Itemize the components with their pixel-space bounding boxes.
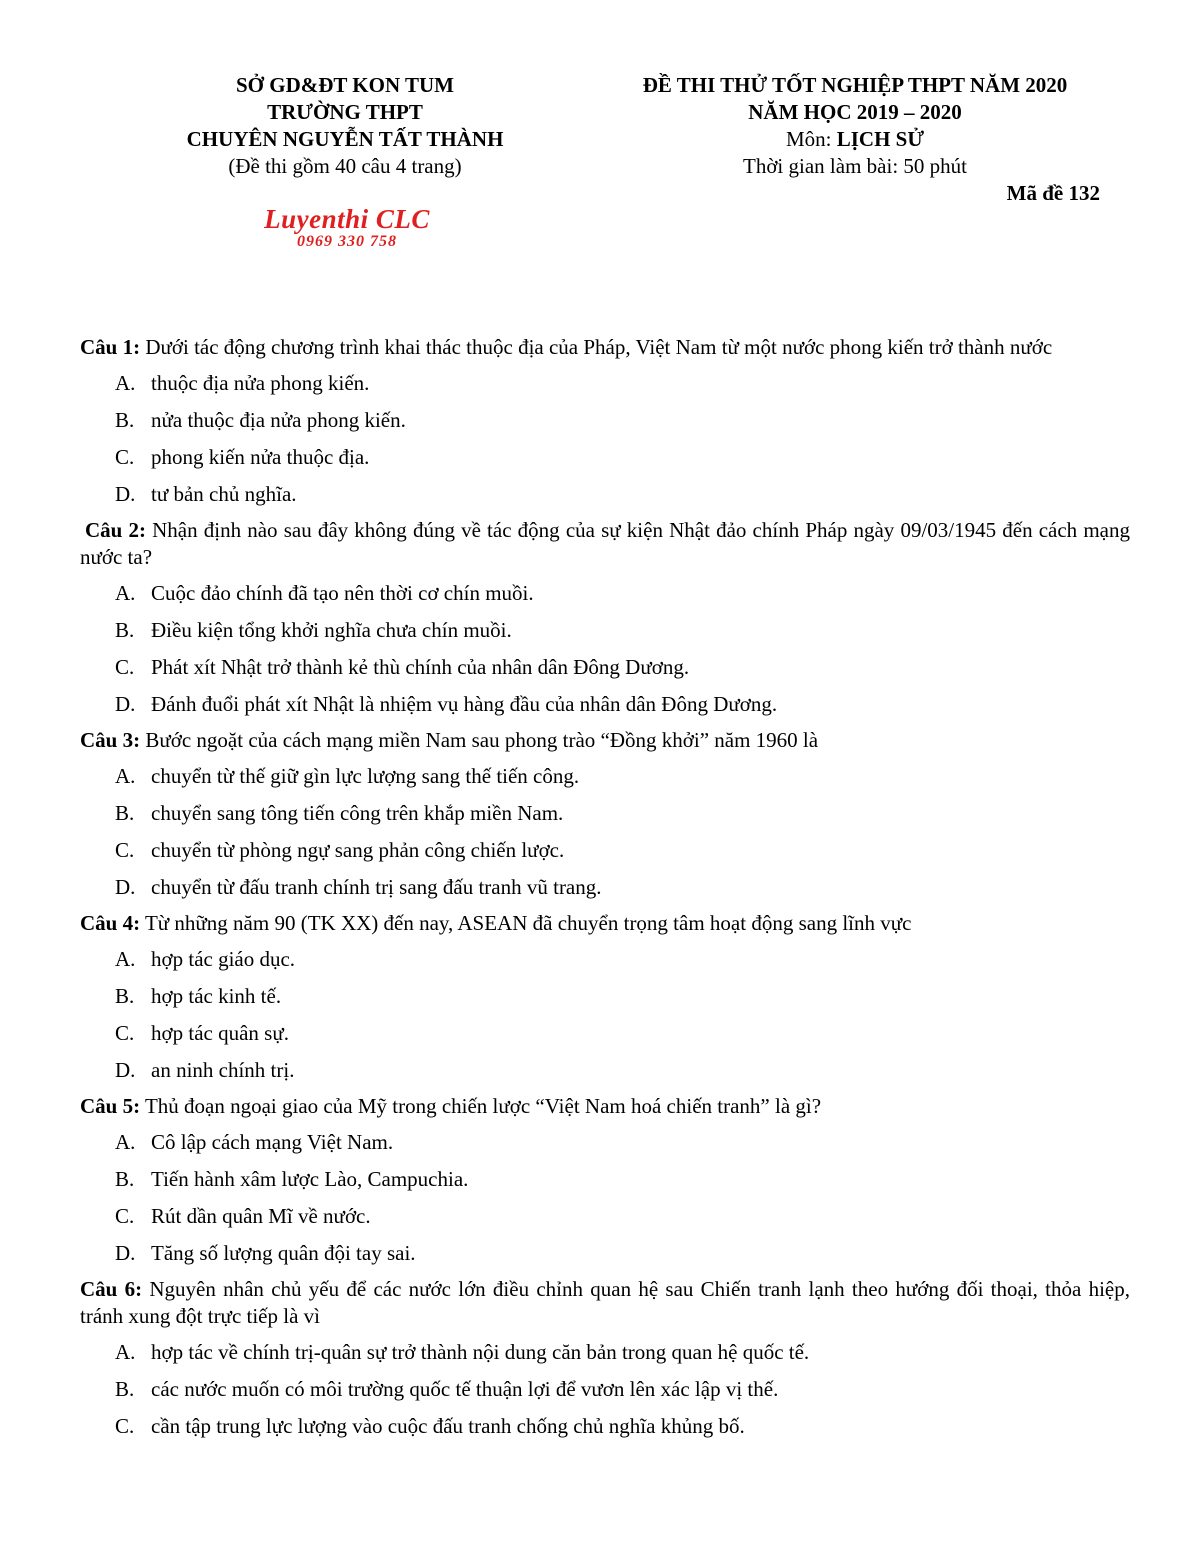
question-label: Câu 1: xyxy=(80,335,141,359)
option-letter: C. xyxy=(115,1204,135,1228)
question-label: Câu 6: xyxy=(80,1277,143,1301)
answer-option xyxy=(80,1015,1130,1052)
option-letter: B. xyxy=(115,1167,135,1191)
question-list xyxy=(80,334,1130,1449)
question-text: Nhận định nào sau đây không đúng về tác động của sự kiện Nhật đảo chính Pháp ngày 09/03/1945 đến cách mạng nước ta? xyxy=(80,518,1130,569)
question-item xyxy=(80,910,1130,1089)
option-letter: C. xyxy=(115,445,135,469)
option-letter: C. xyxy=(115,1021,135,1045)
option-text: thuộc địa nửa phong kiến. xyxy=(151,371,370,395)
option-text: tư bản chủ nghĩa. xyxy=(151,482,297,506)
option-text: hợp tác kinh tế. xyxy=(151,984,282,1008)
question-stem xyxy=(80,1093,1130,1120)
option-letter: B. xyxy=(115,408,135,432)
question-text: Nguyên nhân chủ yếu để các nước lớn điều chỉnh quan hệ sau Chiến tranh lạnh theo hướng đối thoại, thỏa hiệp, tránh xung đột trực tiếp là vì xyxy=(80,1277,1131,1328)
logo-name: Luyenthi CLC xyxy=(264,204,430,234)
option-text: Đánh đuổi phát xít Nhật là nhiệm vụ hàng đầu của nhân dân Đông Dương. xyxy=(151,692,778,716)
option-letter: A. xyxy=(115,581,136,605)
option-text: nửa thuộc địa nửa phong kiến. xyxy=(151,408,406,432)
option-text: hợp tác quân sự. xyxy=(151,1021,289,1045)
answer-option xyxy=(80,402,1130,439)
option-text: hợp tác về chính trị-quân sự trở thành nội dung căn bản trong quan hệ quốc tế. xyxy=(151,1340,810,1364)
option-letter: C. xyxy=(115,838,135,862)
option-text: Tăng số lượng quân đội tay sai. xyxy=(151,1241,416,1265)
question-stem xyxy=(80,334,1130,361)
question-item xyxy=(80,334,1130,513)
option-letter: D. xyxy=(115,692,136,716)
option-letter: A. xyxy=(115,1130,136,1154)
option-letter: C. xyxy=(115,1414,135,1438)
option-text: phong kiến nửa thuộc địa. xyxy=(151,445,370,469)
answer-option xyxy=(80,612,1130,649)
question-text: Từ những năm 90 (TK XX) đến nay, ASEAN đã chuyển trọng tâm hoạt động sang lĩnh vực xyxy=(140,911,912,935)
option-text: các nước muốn có môi trường quốc tế thuận lợi để vươn lên xác lập vị thế. xyxy=(151,1377,779,1401)
answer-options xyxy=(80,1334,1130,1445)
question-label: Câu 2: xyxy=(85,518,146,542)
answer-option xyxy=(80,1334,1130,1371)
option-letter: B. xyxy=(115,801,135,825)
option-text: chuyển từ đấu tranh chính trị sang đấu tranh vũ trang. xyxy=(151,875,602,899)
option-letter: B. xyxy=(115,618,135,642)
question-item xyxy=(80,727,1130,906)
answer-option xyxy=(80,1235,1130,1272)
school-name: CHUYÊN NGUYỄN TẤT THÀNH xyxy=(186,127,504,151)
question-label: Câu 3: xyxy=(80,728,141,752)
exam-info: (Đề thi gồm 40 câu 4 trang) xyxy=(228,154,462,178)
option-text: Tiến hành xâm lược Lào, Campuchia. xyxy=(151,1167,469,1191)
option-letter: D. xyxy=(115,1241,136,1265)
option-text: an ninh chính trị. xyxy=(151,1058,295,1082)
option-letter: A. xyxy=(115,371,136,395)
answer-option xyxy=(80,476,1130,513)
option-letter: B. xyxy=(115,984,135,1008)
answer-options xyxy=(80,758,1130,906)
logo-phone: 0969 330 758 xyxy=(297,233,397,250)
option-text: Điều kiện tổng khởi nghĩa chưa chín muồi. xyxy=(151,618,512,642)
question-stem xyxy=(80,727,1130,754)
answer-option xyxy=(80,1371,1130,1408)
time-limit: Thời gian làm bài: 50 phút xyxy=(743,154,967,178)
question-item xyxy=(80,517,1130,723)
answer-options xyxy=(80,365,1130,513)
option-letter: A. xyxy=(115,947,136,971)
school-year: NĂM HỌC 2019 – 2020 xyxy=(748,100,962,124)
answer-option xyxy=(80,1052,1130,1089)
option-text: cần tập trung lực lượng vào cuộc đấu tranh chống chủ nghĩa khủng bố. xyxy=(151,1414,745,1438)
answer-option xyxy=(80,832,1130,869)
question-label: Câu 4: xyxy=(80,911,141,935)
option-letter: B. xyxy=(115,1377,135,1401)
question-label: Câu 5: xyxy=(80,1094,141,1118)
subject-line xyxy=(590,126,1120,153)
exam-code: Mã đề 132 xyxy=(1006,181,1100,205)
option-text: Rút dần quân Mĩ về nước. xyxy=(151,1204,371,1228)
option-letter: D. xyxy=(115,875,136,899)
answer-option xyxy=(80,365,1130,402)
subject-prefix: Môn: xyxy=(785,127,837,151)
school-type: TRƯỜNG THPT xyxy=(267,100,423,124)
option-text: Cô lập cách mạng Việt Nam. xyxy=(151,1130,394,1154)
answer-options xyxy=(80,941,1130,1089)
option-letter: A. xyxy=(115,764,136,788)
answer-option xyxy=(80,758,1130,795)
answer-option xyxy=(80,978,1130,1015)
question-text: Dưới tác động chương trình khai thác thuộc địa của Pháp, Việt Nam từ một nước phong kiến trở thành nước xyxy=(140,335,1053,359)
answer-option xyxy=(80,941,1130,978)
answer-option xyxy=(80,575,1130,612)
answer-options xyxy=(80,575,1130,723)
question-item xyxy=(80,1093,1130,1272)
answer-option xyxy=(80,649,1130,686)
option-letter: D. xyxy=(115,1058,136,1082)
option-text: chuyển từ thế giữ gìn lực lượng sang thế tiến công. xyxy=(151,764,580,788)
answer-option xyxy=(80,439,1130,476)
watermark-logo xyxy=(232,205,462,251)
question-text: Thủ đoạn ngoại giao của Mỹ trong chiến lược “Việt Nam hoá chiến tranh” là gì? xyxy=(140,1094,822,1118)
answer-option xyxy=(80,795,1130,832)
exam-header xyxy=(590,72,1120,180)
question-stem xyxy=(80,910,1130,937)
option-letter: A. xyxy=(115,1340,136,1364)
subject-name: LỊCH SỬ xyxy=(836,127,925,151)
option-text: Phát xít Nhật trở thành kẻ thù chính của nhân dân Đông Dương. xyxy=(151,655,690,679)
option-text: chuyển sang tông tiến công trên khắp miền Nam. xyxy=(151,801,564,825)
answer-option xyxy=(80,1198,1130,1235)
question-stem xyxy=(80,1276,1130,1330)
option-text: hợp tác giáo dục. xyxy=(151,947,296,971)
option-text: chuyển từ phòng ngự sang phản công chiến lược. xyxy=(151,838,565,862)
answer-option xyxy=(80,686,1130,723)
answer-option xyxy=(80,1408,1130,1445)
question-text: Bước ngoặt của cách mạng miền Nam sau phong trào “Đồng khởi” năm 1960 là xyxy=(140,728,819,752)
option-text: Cuộc đảo chính đã tạo nên thời cơ chín muồi. xyxy=(151,581,534,605)
answer-option xyxy=(80,869,1130,906)
exam-title: ĐỀ THI THỬ TỐT NGHIỆP THPT NĂM 2020 xyxy=(642,73,1068,97)
question-stem xyxy=(80,517,1130,571)
question-item xyxy=(80,1276,1130,1445)
answer-option xyxy=(80,1124,1130,1161)
answer-options xyxy=(80,1124,1130,1272)
department-name: SỞ GD&ĐT KON TUM xyxy=(236,73,454,97)
option-letter: D. xyxy=(115,482,136,506)
option-letter: C. xyxy=(115,655,135,679)
school-header xyxy=(140,72,550,180)
answer-option xyxy=(80,1161,1130,1198)
